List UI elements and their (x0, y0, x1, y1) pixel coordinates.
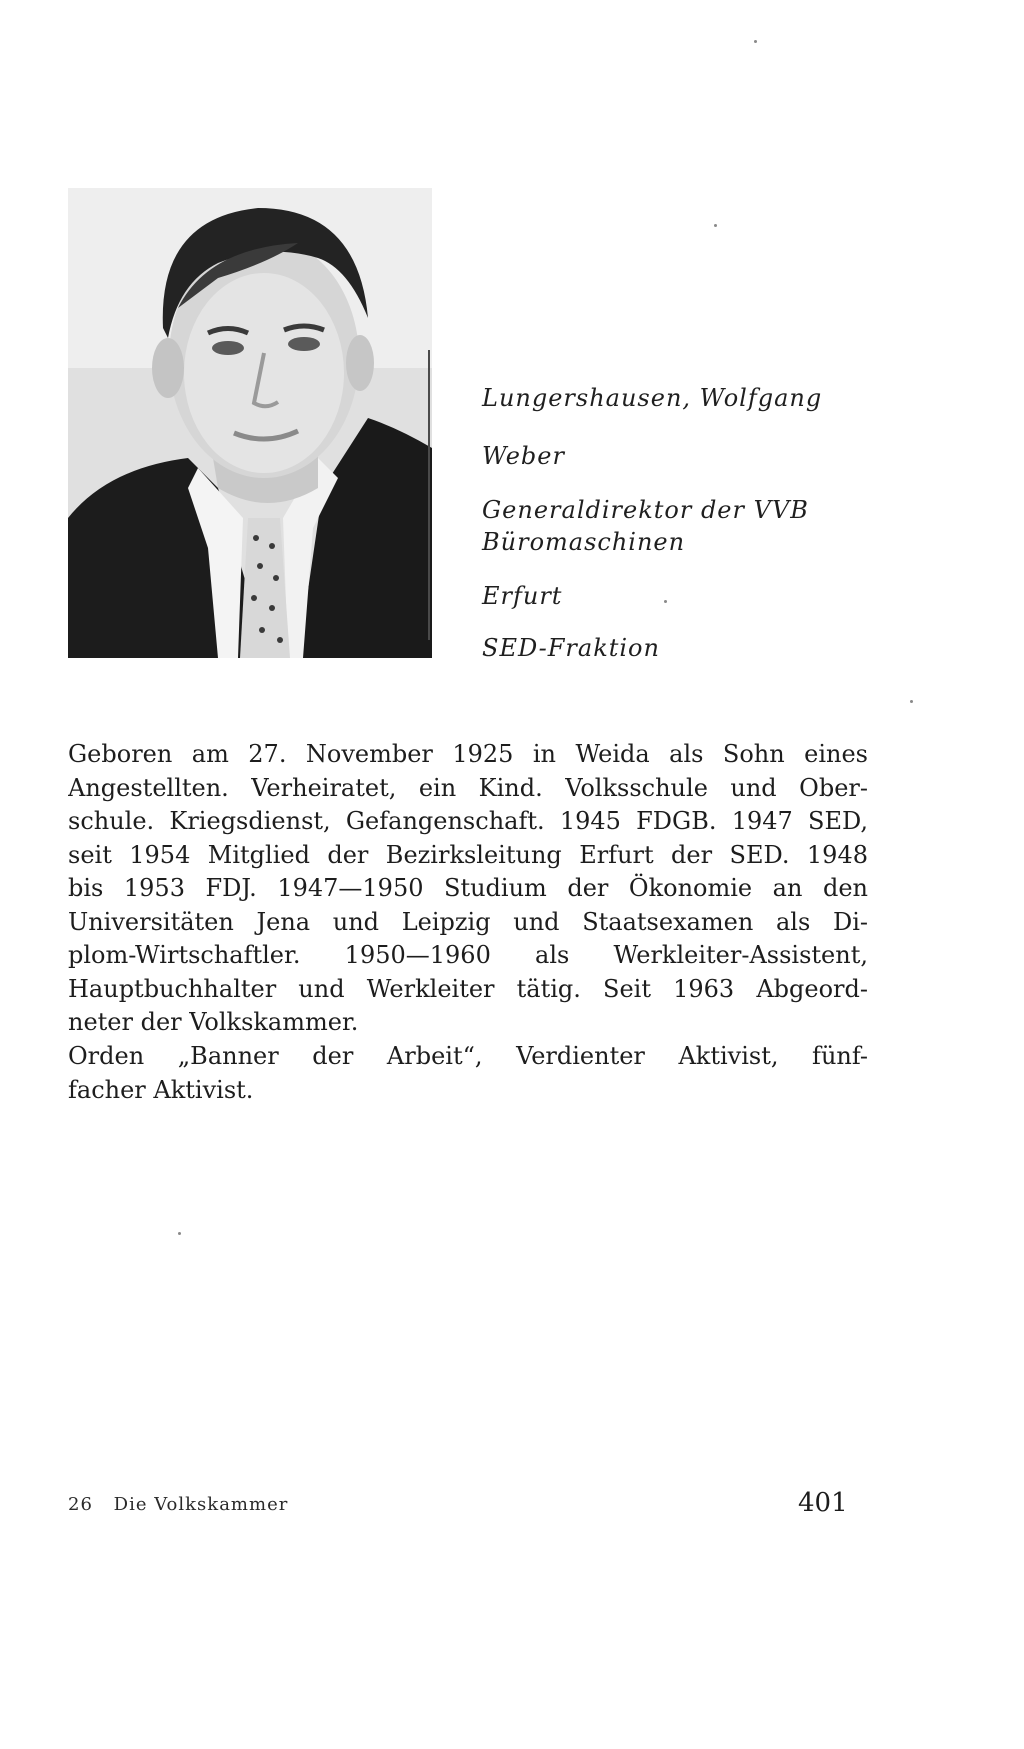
portrait-photo-drawing (68, 188, 432, 658)
page-number: 401 (798, 1488, 848, 1518)
speck (178, 1232, 181, 1235)
person-position-line: Büromaschinen (482, 528, 686, 556)
speck (910, 700, 913, 703)
portrait-photo (68, 188, 432, 658)
speck (754, 40, 757, 43)
photo-edge-line (428, 350, 430, 640)
biography-line: Angestellten. Verheiratet, ein Kind. Volksschule und Ober- (68, 773, 868, 802)
biography-line: Hauptbuchhalter und Werkleiter tätig. Seit 1963 Abgeord- (68, 974, 868, 1003)
person-city: Erfurt (482, 582, 563, 610)
biography-line: neter der Volkskammer. (68, 1008, 359, 1036)
page-footer (68, 1494, 288, 1515)
awards-line: facher Aktivist. (68, 1075, 254, 1104)
biography-line: plom-Wirtschaftler. 1950—1960 als Werkleiter-Assistent, (68, 941, 868, 969)
biography-line: Universitäten Jena und Leipzig und Staatsexamen als Di- (68, 907, 868, 936)
person-position-line: Generaldirektor der VVB (482, 496, 809, 524)
person-faction: SED-Fraktion (482, 634, 660, 662)
biography-line: bis 1953 FDJ. 1947—1950 Studium der Ökonomie an den (68, 874, 868, 902)
speck (714, 224, 717, 227)
biography-line: schule. Kriegsdienst, Gefangenschaft. 1945 FDGB. 1947 SED, (68, 807, 868, 835)
biography-line: Geboren am 27. November 1925 in Weida als Sohn eines (68, 740, 868, 768)
awards-paragraph (68, 1040, 868, 1107)
person-occupation: Weber (482, 442, 565, 470)
biography-paragraph (68, 738, 868, 1040)
running-title: Die Volkskammer (113, 1494, 289, 1515)
signature-mark: 26 (68, 1494, 93, 1515)
awards-line: Orden „Banner der Arbeit“, Verdienter Aktivist, fünf- (68, 1042, 868, 1070)
person-name: Lungershausen, Wolfgang (482, 384, 823, 412)
speck (664, 600, 667, 603)
biography-line: seit 1954 Mitglied der Bezirksleitung Erfurt der SED. 1948 (68, 840, 868, 869)
